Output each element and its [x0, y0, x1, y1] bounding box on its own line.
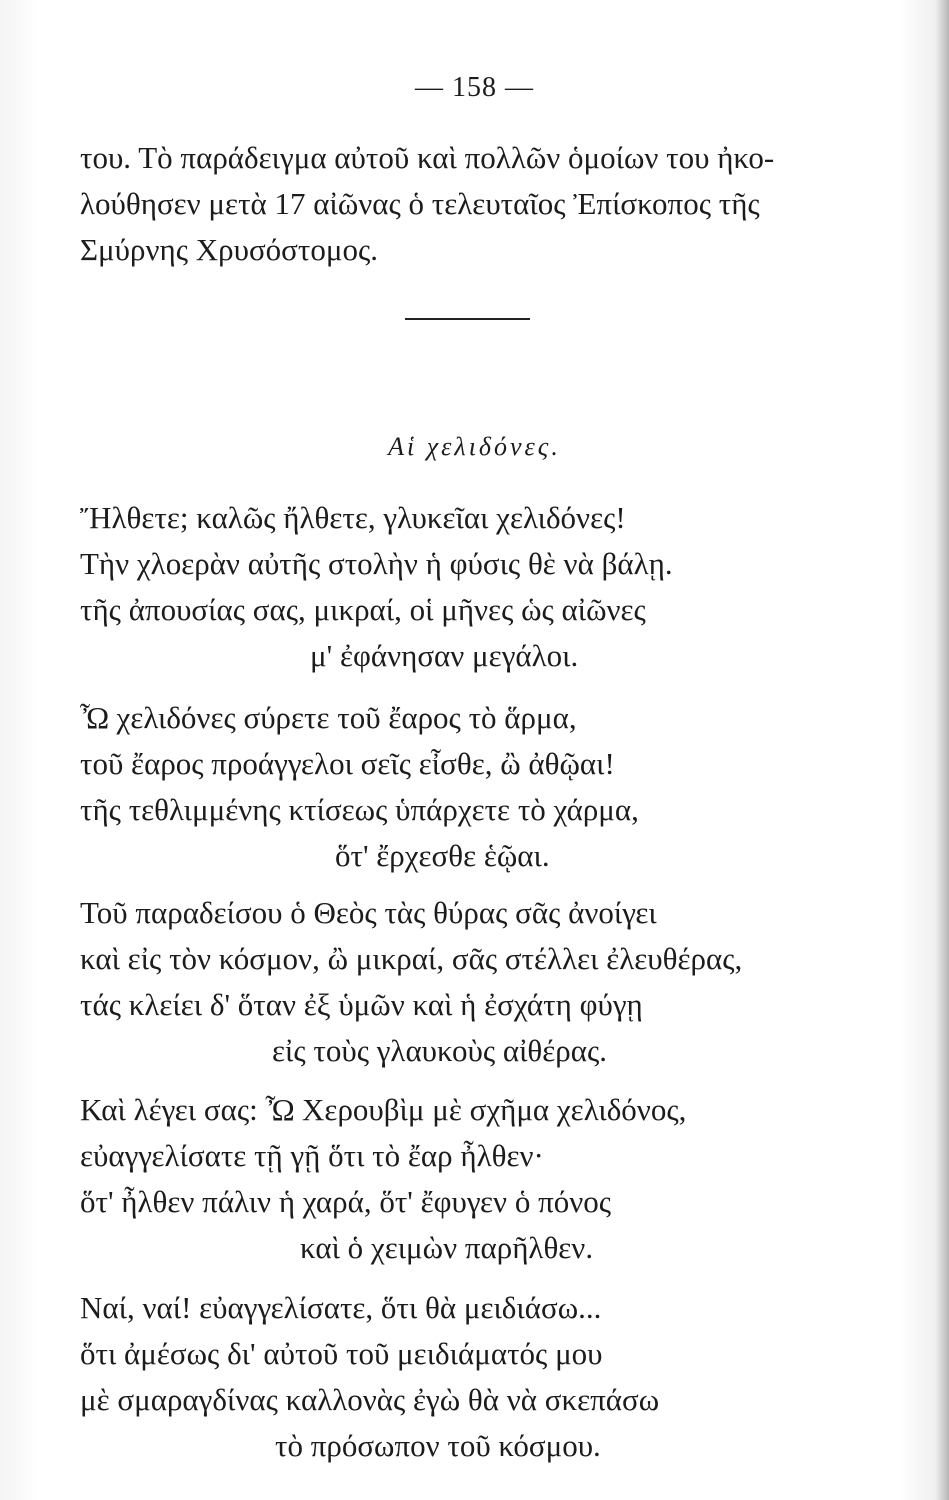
poem-line: ὅτ' ἦλθεν πάλιν ἡ χαρά, ὅτ' ἔφυγεν ὁ πόνος — [80, 1184, 612, 1219]
intro-line: του. Τὸ παράδειγμα αὐτοῦ καὶ πολλῶν ὁμοίων του ἠκο- — [80, 140, 775, 175]
intro-line: Σμύρνης Χρυσόστομος. — [80, 232, 378, 267]
poem-line: εἰς τοὺς γλαυκοὺς αἰθέρας. — [272, 1033, 608, 1068]
poem-line: τοῦ ἔαρος προάγγελοι σεῖς εἶσθε, ὢ ἀθῷαι! — [80, 746, 615, 781]
poem-line: τὸ πρόσωπον τοῦ κόσμου. — [275, 1428, 601, 1463]
poem-line: μὲ σμαραγδίνας καλλονὰς ἐγὼ θὰ νὰ σκεπάσω — [80, 1382, 660, 1417]
poem-line: τῆς ἀπουσίας σας, μικραί, οἱ μῆνες ὡς αἰῶνες — [80, 592, 646, 627]
section-divider — [405, 318, 530, 320]
page-edge-shadow — [935, 0, 949, 1500]
poem-line: Ὦ χελιδόνες σύρετε τοῦ ἔαρος τὸ ἅρμα, — [80, 700, 577, 735]
poem-line: καὶ εἰς τὸν κόσμον, ὢ μικραί, σᾶς στέλλει ἐλευθέρας, — [80, 941, 743, 976]
poem-line: Τὴν χλοερὰν αὐτῆς στολὴν ἡ φύσις θὲ νὰ βάλῃ. — [80, 546, 673, 581]
poem-line: ὅτι ἀμέσως δι' αὐτοῦ τοῦ μειδιάματός μου — [80, 1336, 603, 1371]
poem-line: ὅτ' ἔρχεσθε ἑῷαι. — [335, 838, 550, 873]
poem-line: τάς κλείει δ' ὅταν ἐξ ὑμῶν καὶ ἡ ἐσχάτη φύγῃ — [80, 987, 643, 1022]
poem-line: μ' ἐφάνησαν μεγάλοι. — [310, 638, 579, 673]
intro-line: λούθησεν μετὰ 17 αἰῶνας ὁ τελευταῖος Ἐπίσκοπος τῆς — [80, 186, 760, 221]
poem-title: Αἱ χελιδόνες. — [388, 432, 561, 461]
poem-line: Καὶ λέγει σας: Ὦ Χερουβὶμ μὲ σχῆμα χελιδόνος, — [80, 1092, 687, 1127]
page-number: — 158 — — [415, 72, 534, 103]
poem-line: Ναί, ναί! εὐαγγελίσατε, ὅτι θὰ μειδιάσω... — [80, 1290, 602, 1325]
poem-line: καὶ ὁ χειμὼν παρῆλθεν. — [300, 1230, 594, 1265]
poem-line: τῆς τεθλιμμένης κτίσεως ὑπάρχετε τὸ χάρμα, — [80, 792, 639, 827]
poem-line: Τοῦ παραδείσου ὁ Θεὸς τὰς θύρας σᾶς ἀνοίγει — [80, 895, 657, 930]
poem-line: Ἤλθετε; καλῶς ἤλθετε, γλυκεῖαι χελιδόνες! — [80, 500, 626, 535]
poem-line: εὐαγγελίσατε τῇ γῇ ὅτι τὸ ἔαρ ἦλθεν· — [80, 1138, 544, 1173]
